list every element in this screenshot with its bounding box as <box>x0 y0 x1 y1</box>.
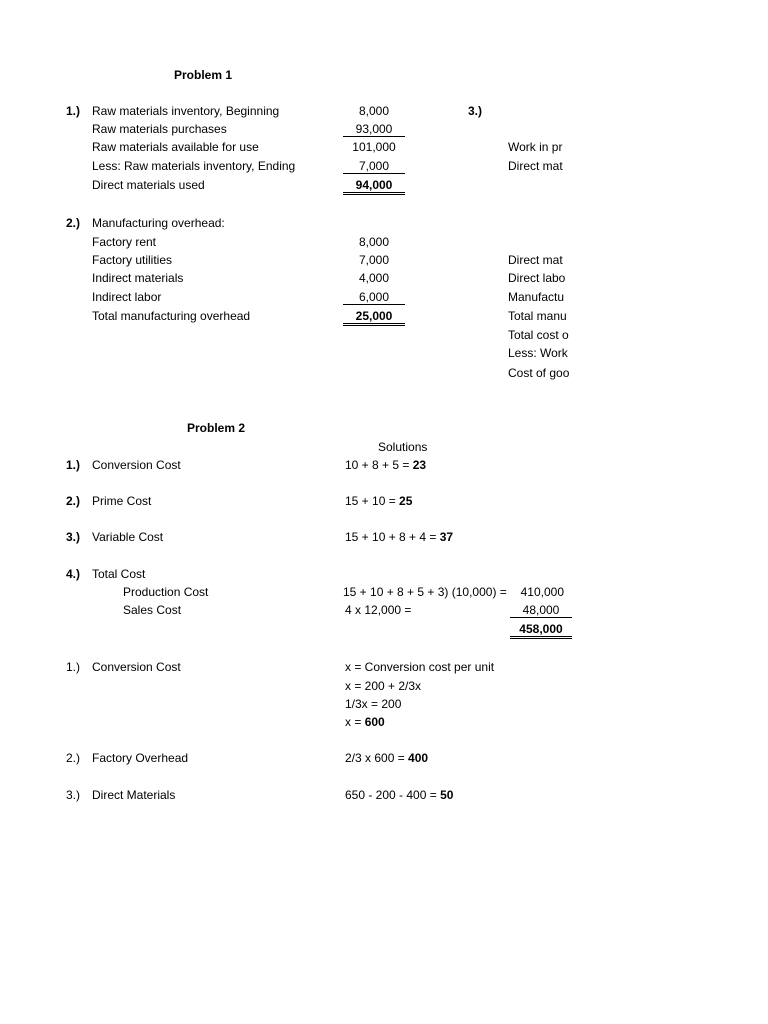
conversion-cost-answer: 23 <box>412 458 427 472</box>
problem2-item4-number: 4.) <box>66 567 81 581</box>
direct-materials-used-label: Direct materials used <box>92 178 205 192</box>
part3-line: Direct mat <box>508 253 563 267</box>
prime-cost-answer: 25 <box>399 494 413 508</box>
problem1-part3-number: 3.) <box>468 104 483 118</box>
indirect-labor-value: 6,000 <box>343 290 405 305</box>
conversion-cost-result <box>345 715 385 729</box>
factory-overhead-formula: 2/3 x 600 = <box>345 751 409 765</box>
total-manufacturing-overhead-value: 25,000 <box>343 309 405 326</box>
indirect-labor-label: Indirect labor <box>92 290 162 304</box>
factory-utilities-value: 7,000 <box>358 253 390 267</box>
conversion-cost-step: 1/3x = 200 <box>345 697 402 711</box>
problem2-title: Problem 2 <box>187 421 246 435</box>
conversion-cost-label: Conversion Cost <box>92 458 181 472</box>
conversion-cost-result-prefix: x = <box>345 715 365 729</box>
raw-materials-ending-value: 7,000 <box>343 159 405 174</box>
indirect-materials-label: Indirect materials <box>92 271 184 285</box>
production-cost-value: 410,000 <box>520 585 564 599</box>
part3-line: Less: Work <box>508 346 568 360</box>
problem2-item2-number: 2.) <box>66 494 81 508</box>
manufacturing-overhead-header: Manufacturing overhead: <box>92 216 225 230</box>
problem1-part2-number: 2.) <box>66 216 81 230</box>
part3-line: Manufactu <box>508 290 565 304</box>
conversion-cost-equation: x = 200 + 2/3x <box>345 679 422 693</box>
direct-materials-solution <box>345 788 453 802</box>
problem2-item1-number: 1.) <box>66 458 81 472</box>
problem3-conversion-cost-label: Conversion Cost <box>92 660 181 674</box>
problem1-title: Problem 1 <box>174 68 233 82</box>
raw-materials-purchases-label: Raw materials purchases <box>92 122 227 136</box>
problem3-item1-number: 1.) <box>66 660 81 674</box>
part3-line: Direct mat <box>508 159 563 173</box>
raw-materials-available-label: Raw materials available for use <box>92 140 259 154</box>
total-manufacturing-overhead-label: Total manufacturing overhead <box>92 309 251 323</box>
prime-cost-formula: 15 + 10 = <box>345 494 400 508</box>
problem1-part1-number: 1.) <box>66 104 81 118</box>
sales-cost-value: 48,000 <box>510 603 572 618</box>
variable-cost-formula: 15 + 10 + 8 + 4 = <box>345 530 440 544</box>
factory-rent-label: Factory rent <box>92 235 157 249</box>
problem3-item3-number: 3.) <box>66 788 81 802</box>
prime-cost-solution <box>345 494 412 508</box>
factory-utilities-label: Factory utilities <box>92 253 173 267</box>
conversion-cost-result-answer: 600 <box>364 715 385 729</box>
prime-cost-label: Prime Cost <box>92 494 152 508</box>
part3-line: Direct labo <box>508 271 566 285</box>
raw-materials-available-value: 101,000 <box>352 140 396 154</box>
solutions-header: Solutions <box>378 440 428 454</box>
raw-materials-purchases-value: 93,000 <box>343 122 405 137</box>
direct-materials-formula: 650 - 200 - 400 = <box>345 788 441 802</box>
variable-cost-label: Variable Cost <box>92 530 164 544</box>
raw-materials-ending-label: Less: Raw materials inventory, Ending <box>92 159 296 173</box>
problem2-item3-number: 3.) <box>66 530 81 544</box>
direct-materials-used-value: 94,000 <box>343 178 405 195</box>
total-cost-value: 458,000 <box>510 622 572 639</box>
production-cost-label: Production Cost <box>123 585 209 599</box>
total-cost-label: Total Cost <box>92 567 146 581</box>
variable-cost-solution <box>345 530 453 544</box>
raw-materials-beginning-label: Raw materials inventory, Beginning <box>92 104 280 118</box>
conversion-cost-definition: x = Conversion cost per unit <box>345 660 495 674</box>
part3-line: Total cost o <box>508 328 569 342</box>
sales-cost-label: Sales Cost <box>123 603 182 617</box>
factory-overhead-answer: 400 <box>408 751 429 765</box>
conversion-cost-formula: 10 + 8 + 5 = <box>345 458 413 472</box>
production-cost-formula: 15 + 10 + 8 + 5 + 3) (10,000) = <box>343 585 507 599</box>
sales-cost-formula: 4 x 12,000 = <box>345 603 412 617</box>
conversion-cost-solution <box>345 458 426 472</box>
factory-overhead-solution <box>345 751 428 765</box>
variable-cost-answer: 37 <box>439 530 454 544</box>
factory-rent-value: 8,000 <box>358 235 390 249</box>
factory-overhead-label: Factory Overhead <box>92 751 189 765</box>
direct-materials-answer: 50 <box>440 788 454 802</box>
part3-line: Total manu <box>508 309 567 323</box>
indirect-materials-value: 4,000 <box>358 271 390 285</box>
problem3-item2-number: 2.) <box>66 751 81 765</box>
raw-materials-beginning-value: 8,000 <box>358 104 390 118</box>
part3-line: Cost of goo <box>508 366 570 380</box>
direct-materials-label: Direct Materials <box>92 788 176 802</box>
part3-line: Work in pr <box>508 140 563 154</box>
